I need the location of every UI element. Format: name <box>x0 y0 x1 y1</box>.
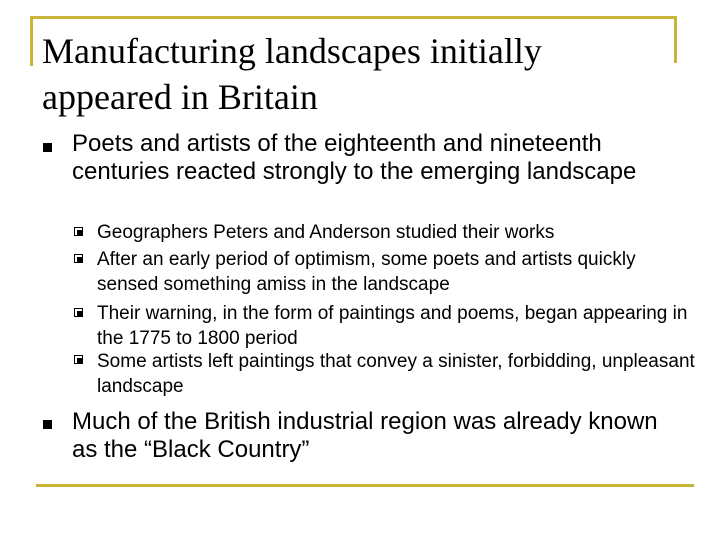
checkbox-bullet-icon <box>74 355 83 364</box>
subbullet-1-3: Their warning, in the form of paintings and poems, began appearing in the 1775 to 1800 period <box>97 303 688 349</box>
checkbox-bullet-icon <box>74 254 83 263</box>
bullet-2-text: Much of the British industrial region was already known as the “Black Country” <box>72 408 658 463</box>
square-bullet-icon <box>43 420 52 429</box>
subbullet-1-2: After an early period of optimism, some poets and artists quickly sensed something amiss in the landscape <box>97 249 636 295</box>
subbullet-1-4: Some artists left paintings that convey a sinister, forbidding, unpleasant landscape <box>97 351 695 397</box>
frame-left-rule <box>30 16 33 66</box>
slide-title: Manufacturing landscapes initially appeared in Britain <box>42 31 542 117</box>
bottom-rule <box>36 484 694 487</box>
square-bullet-icon <box>43 143 52 152</box>
checkbox-bullet-icon <box>74 227 83 236</box>
bullet-1-text: Poets and artists of the eighteenth and nineteenth centuries reacted strongly to the emerging landscape <box>72 130 637 185</box>
checkbox-bullet-icon <box>74 308 83 317</box>
frame-right-rule <box>674 16 677 63</box>
frame-top-rule <box>30 16 677 19</box>
subbullet-1-1: Geographers Peters and Anderson studied their works <box>97 222 555 243</box>
